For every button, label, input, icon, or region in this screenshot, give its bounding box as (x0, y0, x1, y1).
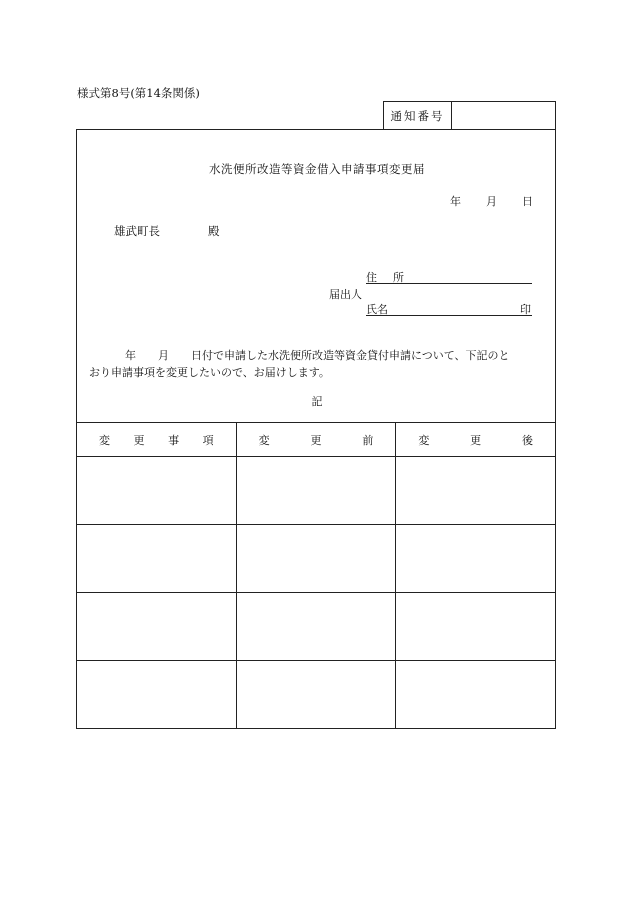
notice-number-label: 通知番号 (384, 102, 452, 129)
change-item-cell[interactable] (77, 593, 237, 661)
table-row (77, 661, 556, 729)
after-change-cell[interactable] (396, 593, 556, 661)
before-change-cell[interactable] (236, 593, 396, 661)
body-line-2: おり申請事項を変更したいので、お届けします。 (89, 366, 330, 379)
before-change-cell[interactable] (236, 525, 396, 593)
date-month-label: 月 (486, 195, 497, 208)
change-item-cell[interactable] (77, 525, 237, 593)
addressee-name: 雄武町長 (114, 224, 160, 238)
addressee-honorific: 殿 (208, 224, 220, 238)
date-year-label: 年 (450, 195, 461, 208)
header-change-item: 変 更 事 項 (77, 423, 237, 457)
after-change-cell[interactable] (396, 661, 556, 729)
after-change-cell[interactable] (396, 457, 556, 525)
change-table-header-row (77, 423, 556, 457)
after-change-cell[interactable] (396, 525, 556, 593)
address-label: 住 所 (366, 271, 404, 284)
name-label: 氏名 (366, 303, 388, 316)
table-row (77, 457, 556, 525)
form-number: 様式第8号(第14条関係) (77, 86, 200, 100)
notice-number-field[interactable] (452, 102, 555, 129)
ki-heading: 記 (311, 395, 323, 408)
name-underline[interactable] (366, 315, 532, 316)
submitter-label: 届出人 (329, 288, 362, 301)
before-change-cell[interactable] (236, 661, 396, 729)
address-underline[interactable] (366, 283, 532, 284)
body-paragraph (89, 347, 549, 381)
change-item-cell[interactable] (77, 661, 237, 729)
header-before-change: 変 更 前 (236, 423, 396, 457)
header-after-change: 変 更 後 (396, 423, 556, 457)
form-title: 水洗便所改造等資金借入申請事項変更届 (209, 162, 425, 176)
before-change-cell[interactable] (236, 457, 396, 525)
notice-number-box (383, 101, 556, 129)
table-row (77, 525, 556, 593)
change-table (76, 422, 556, 729)
change-item-cell[interactable] (77, 457, 237, 525)
seal-mark: 印 (520, 303, 531, 316)
form-main-section (76, 129, 556, 422)
table-row (77, 593, 556, 661)
body-line-1: 年 月 日付で申請した水洗便所改造等資金貸付申請について、下記のと (125, 349, 510, 362)
date-day-label: 日 (522, 195, 533, 208)
